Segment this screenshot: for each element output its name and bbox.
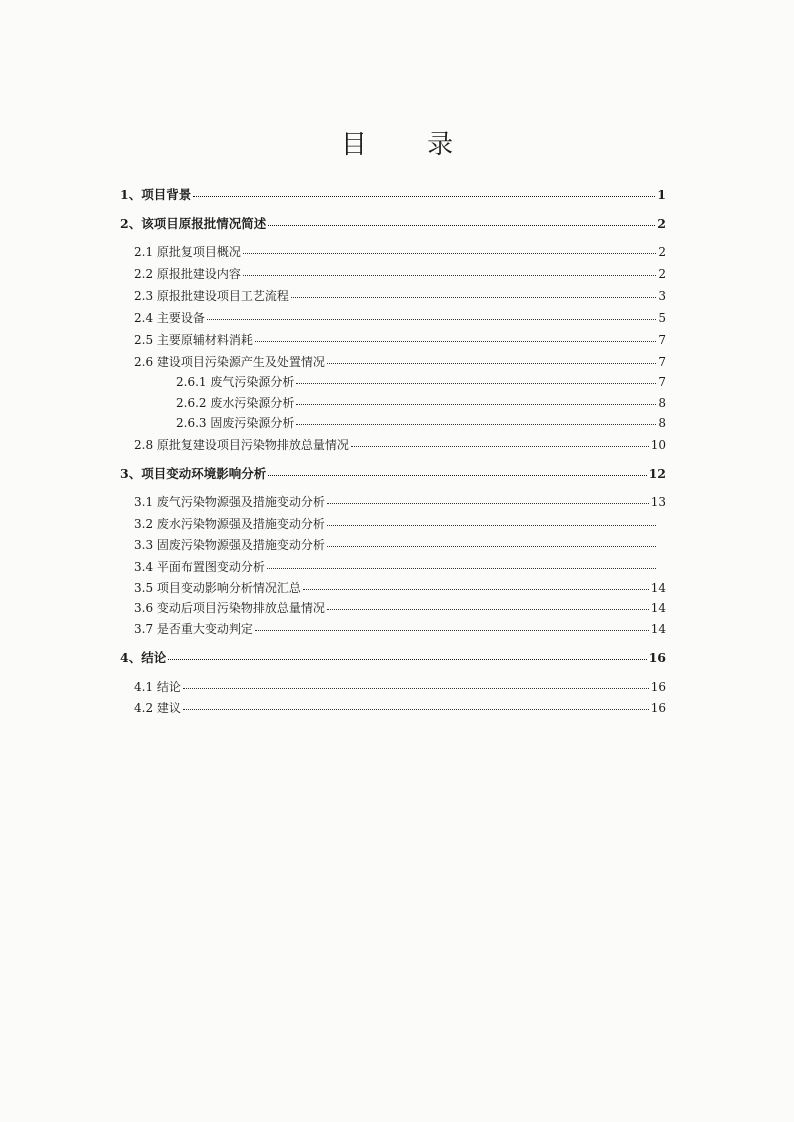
- dot-leader: [183, 698, 649, 710]
- toc-entry[interactable]: [134, 332, 666, 348]
- toc-entry-page-number: 16: [650, 701, 666, 715]
- toc-entry-label: 4.1 结论: [134, 680, 181, 694]
- toc-entry-page-number: 12: [648, 466, 666, 481]
- toc-entry[interactable]: [120, 466, 666, 482]
- dot-leader: [327, 514, 656, 526]
- toc-entry[interactable]: [134, 354, 666, 370]
- dot-leader: [267, 557, 656, 569]
- dot-leader: [183, 677, 649, 689]
- dot-leader: [243, 242, 656, 254]
- toc-entry-label: 2.6.1 废气污染源分析: [176, 375, 295, 389]
- toc-entry[interactable]: [134, 580, 666, 596]
- toc-entry[interactable]: [134, 679, 666, 695]
- toc-entry-page-number: 5: [658, 311, 666, 325]
- toc-entry[interactable]: [134, 288, 666, 304]
- toc-entry-page-number: 7: [658, 355, 666, 369]
- toc-entry-label: 2.6 建设项目污染源产生及处置情况: [134, 355, 325, 369]
- toc-entry-label: 4.2 建议: [134, 701, 181, 715]
- toc-entry-page-number: 2: [658, 267, 666, 281]
- toc-entry-label: 3.4 平面布置图变动分析: [134, 560, 265, 574]
- toc-entry-label: 4、结论: [120, 650, 167, 665]
- toc-entry[interactable]: [176, 415, 666, 431]
- toc-entry-label: 2.4 主要设备: [134, 311, 205, 325]
- toc-entry-label: 2.8 原批复建设项目污染物排放总量情况: [134, 438, 349, 452]
- toc-entry-label: 3.6 变动后项目污染物排放总量情况: [134, 601, 325, 615]
- toc-entry-page-number: 14: [650, 601, 666, 615]
- toc-entry[interactable]: [134, 559, 666, 575]
- toc-entry[interactable]: [134, 310, 666, 326]
- toc-entry-page-number: 7: [658, 375, 666, 389]
- dot-leader: [268, 214, 655, 226]
- dot-leader: [327, 352, 656, 364]
- toc-entry-label: 2.5 主要原辅材料消耗: [134, 333, 253, 347]
- toc-entry-page-number: 7: [658, 333, 666, 347]
- toc-entry-label: 3.2 废水污染物源强及措施变动分析: [134, 517, 325, 531]
- toc-entry[interactable]: [134, 437, 666, 453]
- dot-leader: [168, 648, 646, 660]
- toc-entry-label: 3.5 项目变动影响分析情况汇总: [134, 581, 301, 595]
- toc-entry-label: 2.6.3 固废污染源分析: [176, 416, 295, 430]
- toc-entry-page-number: 8: [658, 396, 666, 410]
- toc-entry[interactable]: [120, 187, 666, 203]
- toc-entry-label: 2、该项目原报批情况简述: [120, 216, 267, 231]
- toc-entry-label: 3、项目变动环境影响分析: [120, 466, 267, 481]
- toc-entry-page-number: 13: [650, 495, 666, 509]
- toc-entry-page-number: 16: [650, 680, 666, 694]
- dot-leader: [193, 185, 655, 197]
- dot-leader: [303, 578, 649, 590]
- toc-entry-label: 2.2 原报批建设内容: [134, 267, 241, 281]
- toc-entry[interactable]: [176, 374, 666, 390]
- toc-entry-label: 3.7 是否重大变动判定: [134, 622, 253, 636]
- dot-leader: [327, 598, 649, 610]
- toc-entry[interactable]: [120, 216, 666, 232]
- dot-leader: [207, 308, 656, 320]
- toc-entry[interactable]: [134, 244, 666, 260]
- toc-title: 目 录: [340, 130, 480, 160]
- dot-leader: [291, 286, 656, 298]
- dot-leader: [296, 372, 656, 384]
- toc-entry-page-number: 1: [657, 187, 666, 202]
- toc-entry-page-number: 3: [658, 289, 666, 303]
- toc-entry-label: 1、项目背景: [120, 187, 192, 202]
- dot-leader: [327, 535, 656, 547]
- dot-leader: [296, 413, 656, 425]
- toc-entry-page-number: 14: [650, 622, 666, 636]
- toc-entry[interactable]: [176, 395, 666, 411]
- toc-entry[interactable]: [134, 621, 666, 637]
- toc-entry-page-number: 8: [658, 416, 666, 430]
- toc-entry[interactable]: [134, 516, 666, 532]
- dot-leader: [268, 464, 646, 476]
- toc-entry-label: 2.6.2 废水污染源分析: [176, 396, 295, 410]
- dot-leader: [327, 492, 649, 504]
- toc-entry-label: 3.1 废气污染物源强及措施变动分析: [134, 495, 325, 509]
- toc-entry[interactable]: [134, 600, 666, 616]
- toc-entry[interactable]: [134, 266, 666, 282]
- dot-leader: [255, 330, 656, 342]
- dot-leader: [296, 393, 656, 405]
- toc-entry-label: 3.3 固废污染物源强及措施变动分析: [134, 538, 325, 552]
- toc-entry-page-number: 10: [650, 438, 666, 452]
- dot-leader: [255, 619, 649, 631]
- toc-entry[interactable]: [134, 700, 666, 716]
- toc-entry[interactable]: [134, 537, 666, 553]
- toc-entry[interactable]: [134, 494, 666, 510]
- dot-leader: [351, 435, 649, 447]
- dot-leader: [243, 264, 656, 276]
- toc-entry-page-number: 2: [658, 245, 666, 259]
- toc-entry-page-number: 14: [650, 581, 666, 595]
- toc-entry-page-number: 2: [657, 216, 666, 231]
- toc-entry[interactable]: [120, 650, 666, 666]
- toc-entry-label: 2.3 原报批建设项目工艺流程: [134, 289, 289, 303]
- toc-entry-page-number: 16: [648, 650, 666, 665]
- toc-entry-label: 2.1 原批复项目概况: [134, 245, 241, 259]
